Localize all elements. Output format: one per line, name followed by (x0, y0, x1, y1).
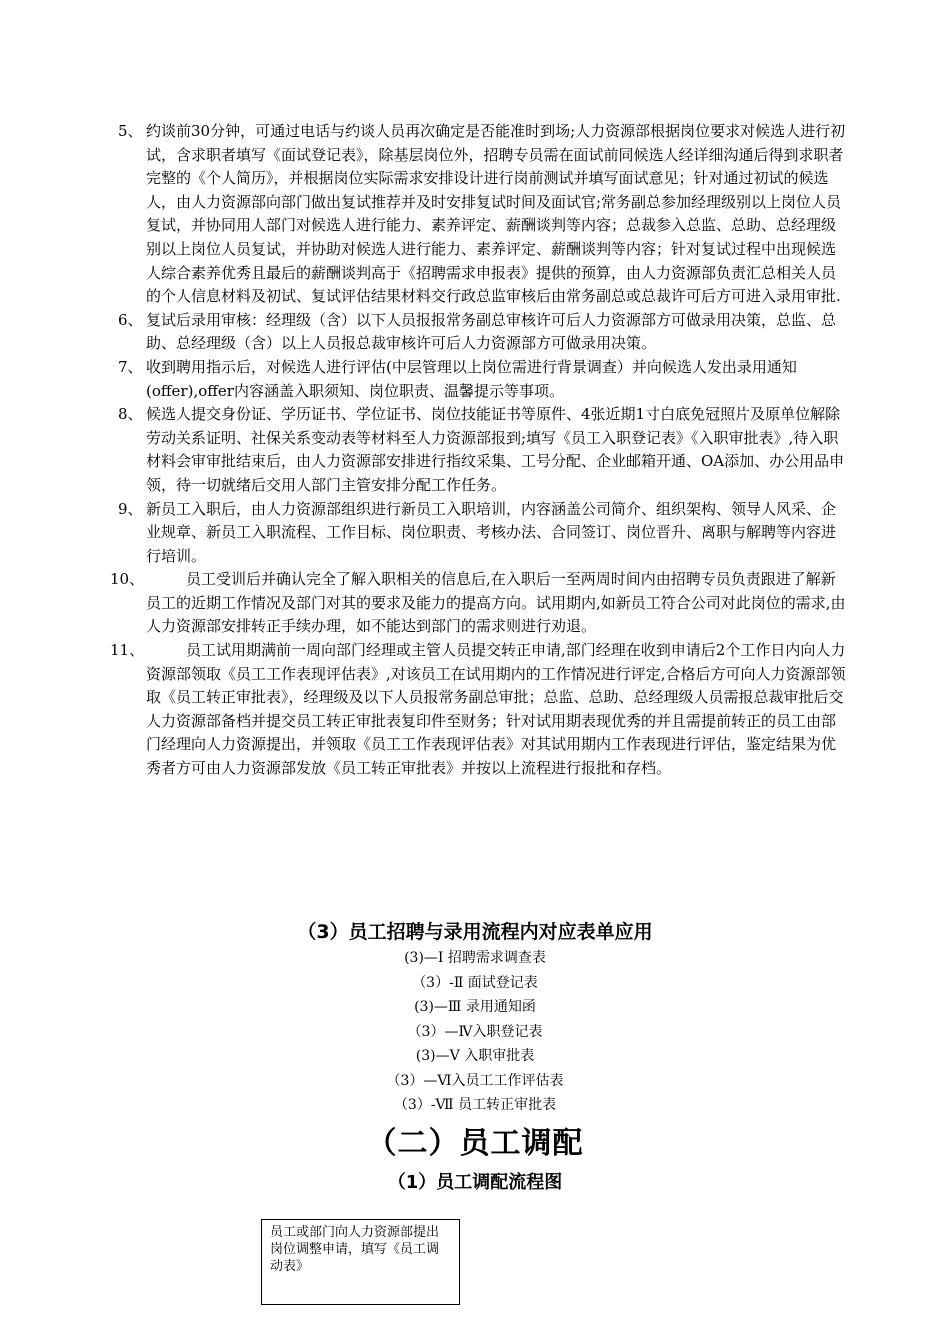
step-number: 5、 (118, 122, 143, 140)
forms-list (0, 946, 950, 1118)
step-number: 6、 (118, 310, 143, 329)
flowchart-step-text: 员工或部门向人力资源部提出岗位调整申请，填写《员工调动表》 (270, 1225, 440, 1274)
form-list-item: （3）-Ⅱ 面试登记表 (412, 974, 538, 991)
procedure-step (110, 639, 850, 781)
procedure-step (110, 309, 850, 356)
step-text: 约谈前30分钟，可通过电话与约谈人员再次确定是否能准时到场;人力资源部根据岗位要求对候选人进行初试，含求职者填写《面试登记表》，除基层岗位外，招聘专员需在面试前同候选人经详细沟通后得到求职者完整的《个人简历》，并根据岗位实际需求安排设计进行岗前测试并填写面试意见；针对通过初试的候选人，由人力资源部向部门做出复试推荐并及时安排复试时间及面试官;常务副总参加经理级别以上岗位人员复试，并协同用人部门对候选人进行能力、素养评定、薪酬谈判等内容；总裁参入总监、总助、总经理级别以上岗位人员复试，并协助对候选人进行能力、素养评定、薪酬谈判等内容；针对复试过程中出现候选人综合素养优秀且最后的薪酬谈判高于《招聘需求申报表》提供的预算，由人力资源部负责汇总相关人员的个人信息材料及初试、复试评估结果材料交行政总监审核后由常务副总或总裁许可后方可进入录用审批. (146, 122, 846, 306)
step-text: 收到聘用指示后，对候选人进行评估(中层管理以上岗位需进行背景调查）并向候选人发出录用通知(offer),offer内容涵盖入职须知、岗位职责、温馨提示等事项。 (146, 357, 797, 400)
form-list-item: （3）—Ⅵ入员工工作评估表 (386, 1072, 564, 1089)
form-list-item: (3)—Ⅰ 招聘需求调查表 (404, 950, 546, 966)
procedure-step (110, 120, 850, 309)
procedure-step (110, 403, 850, 497)
procedure-step-list (110, 120, 850, 781)
step-number: 7、 (118, 357, 143, 376)
form-list-item: （3）—Ⅳ入职登记表 (407, 1023, 543, 1040)
subsection-heading: （1）员工调配流程图 (387, 1172, 563, 1193)
procedure-step (110, 568, 850, 639)
procedure-step (110, 356, 850, 403)
form-list-item: (3)—Ⅲ 录用通知函 (414, 999, 536, 1015)
step-text: 员工试用期满前一周向部门经理或主管人员提交转正申请,部门经理在收到申请后2个工作日内向人力资源部领取《员工工作表现评估表》,对该员工在试用期内的工作情况进行评定,合格后方可向人力资源部领取《员工转正审批表》，经理级及以下人员报常务副总审批；总监、总助、总经理级人员需报总裁审批后交人力资源部备档并提交员工转正审批表复印件至财务；针对试用期表现优秀的并且需提前转正的员工由部门经理向人力资源提出，并领取《员工工作表现评估表》对其试用期内工作表现进行评估，鉴定结果为优秀者方可由人力资源部发放《员工转正审批表》并按以上流程进行报批和存档。 (146, 641, 846, 778)
form-list-item: (3)—Ⅴ 入职审批表 (415, 1048, 535, 1064)
step-text: 员工受训后并确认完全了解入职相关的信息后,在入职后一至两周时间内由招聘专员负责跟进了解新员工的近期工作情况及部门对其的要求及能力的提高方向。试用期内,如新员工符合公司对此岗位的需求,由人力资源部安排转正手续办理，如不能达到部门的需求则进行劝退。 (146, 570, 846, 636)
forms-section-title: （3）员工招聘与录用流程内对应表单应用 (297, 921, 653, 943)
form-list-item: （3）-Ⅶ 员工转正审批表 (393, 1097, 557, 1113)
flowchart-step-box (261, 1219, 460, 1305)
procedure-step (110, 498, 850, 569)
step-number: 11、 (110, 641, 145, 660)
step-text: 候选人提交身份证、学历证书、学位证书、岗位技能证书等原件、4张近期1寸白底免冠照片及原单位解除劳动关系证明、社保关系变动表等材料至人力资源部报到;填写《员工入职登记表》《入职审批表》,待入职材料会审审批结束后，由人力资源部安排进行指纹采集、工号分配、企业邮箱开通、OA添加、办公用品申领，待一切就绪后交用人部门主管安排分配工作任务。 (146, 405, 845, 494)
step-number: 10、 (110, 570, 145, 589)
step-text: 新员工入职后，由人力资源部组织进行新员工入职培训，内容涵盖公司简介、组织架构、领导人风采、企业规章、新员工入职流程、工作目标、岗位职责、考核办法、合同签订、岗位晋升、离职与解聘等内容进行培训。 (146, 499, 837, 565)
section-heading: （二）员工调配 (366, 1126, 584, 1161)
step-number: 8、 (118, 405, 143, 424)
step-number: 9、 (118, 499, 143, 518)
step-text: 复试后录用审核：经理级（含）以下人员报报常务副总审核许可后人力资源部方可做录用决策，总监、总助、总经理级（含）以上人员报总裁审核许可后人力资源部方可做录用决策。 (146, 310, 837, 353)
